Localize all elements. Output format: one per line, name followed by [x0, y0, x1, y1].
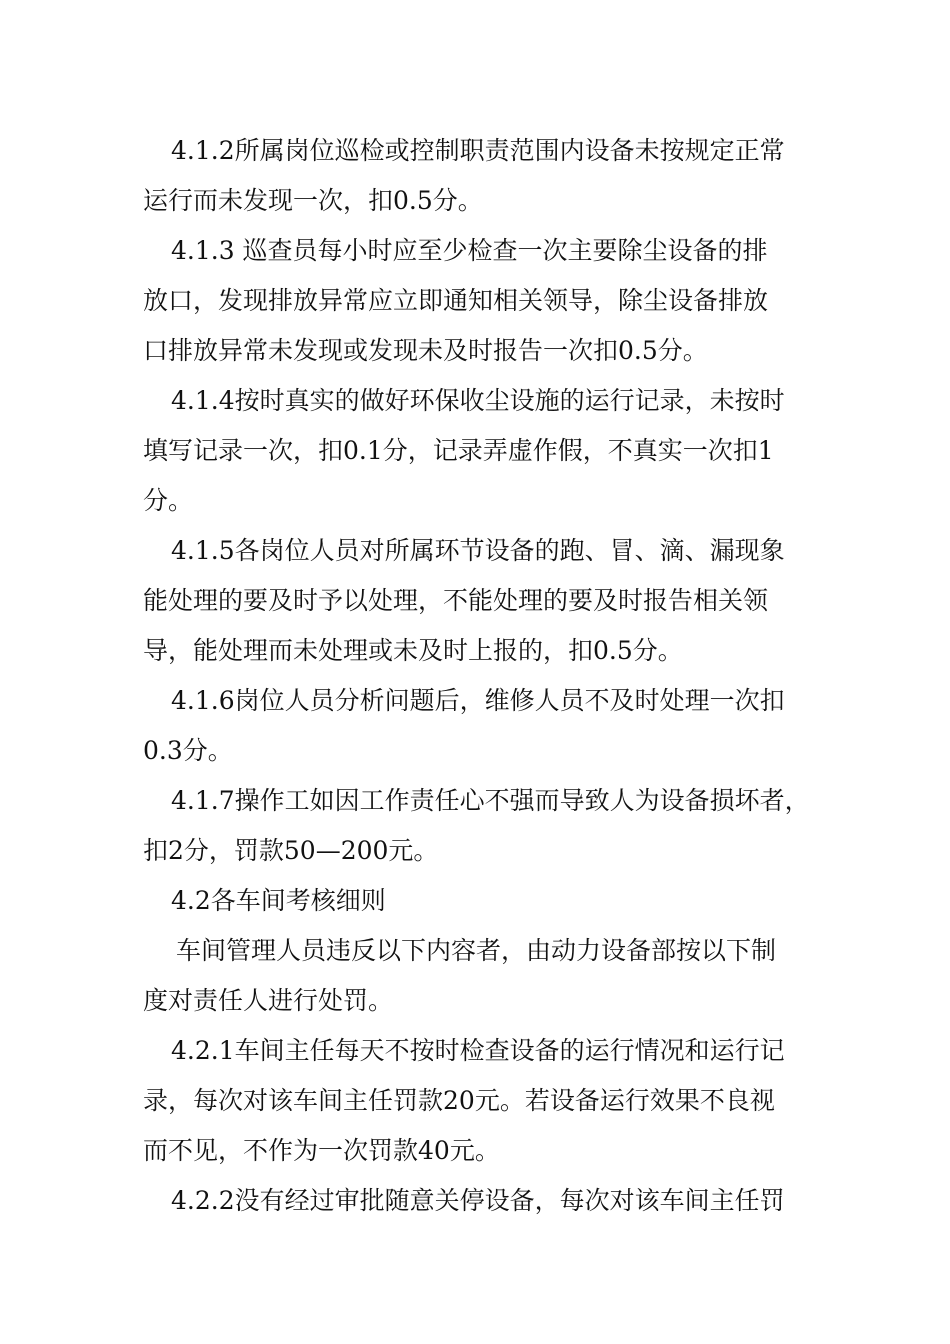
section-heading-4-2: 4.2各车间考核细则 [171, 886, 386, 915]
text-line: 分。 [143, 486, 194, 515]
text-line: 填写记录一次，扣0.1分，记录弄虚作假，不真实一次扣1 [143, 436, 774, 465]
text-line-4-2-2: 4.2.2没有经过审批随意关停设备，每次对该车间主任罚 [171, 1186, 785, 1215]
text-line: 运行而未发现一次，扣0.5分。 [143, 186, 483, 215]
text-line: 扣2分，罚款50—200元。 [143, 836, 439, 865]
text-line: 0.3分。 [143, 736, 233, 765]
text-line: 度对责任人进行处罚。 [143, 986, 394, 1015]
text-line: 导，能处理而未处理或未及时上报的，扣0.5分。 [143, 636, 683, 665]
text-line-4-1-3: 4.1.3 巡查员每小时应至少检查一次主要除尘设备的排 [171, 236, 768, 265]
text-line-4-1-5: 4.1.5各岗位人员对所属环节设备的跑、冒、滴、漏现象 [171, 536, 785, 565]
text-line: 放口，发现排放异常应立即通知相关领导，除尘设备排放 [143, 286, 769, 315]
text-line: 车间管理人员违反以下内容者，由动力设备部按以下制 [176, 936, 777, 965]
text-line: 口排放异常未发现或发现未及时报告一次扣0.5分。 [143, 336, 708, 365]
text-line-4-2-1: 4.2.1车间主任每天不按时检查设备的运行情况和运行记 [171, 1036, 785, 1065]
text-line-4-1-2: 4.1.2所属岗位巡检或控制职责范围内设备未按规定正常 [171, 136, 785, 165]
text-line-4-1-7: 4.1.7操作工如因工作责任心不强而导致人为设备损坏者， [171, 786, 810, 815]
text-line: 录，每次对该车间主任罚款20元。若设备运行效果不良视 [143, 1086, 775, 1115]
text-line: 能处理的要及时予以处理，不能处理的要及时报告相关领 [143, 586, 769, 615]
text-line: 而不见，不作为一次罚款40元。 [143, 1136, 500, 1165]
text-line-4-1-6: 4.1.6岗位人员分析问题后，维修人员不及时处理一次扣 [171, 686, 785, 715]
text-line-4-1-4: 4.1.4按时真实的做好环保收尘设施的运行记录，未按时 [171, 386, 785, 415]
